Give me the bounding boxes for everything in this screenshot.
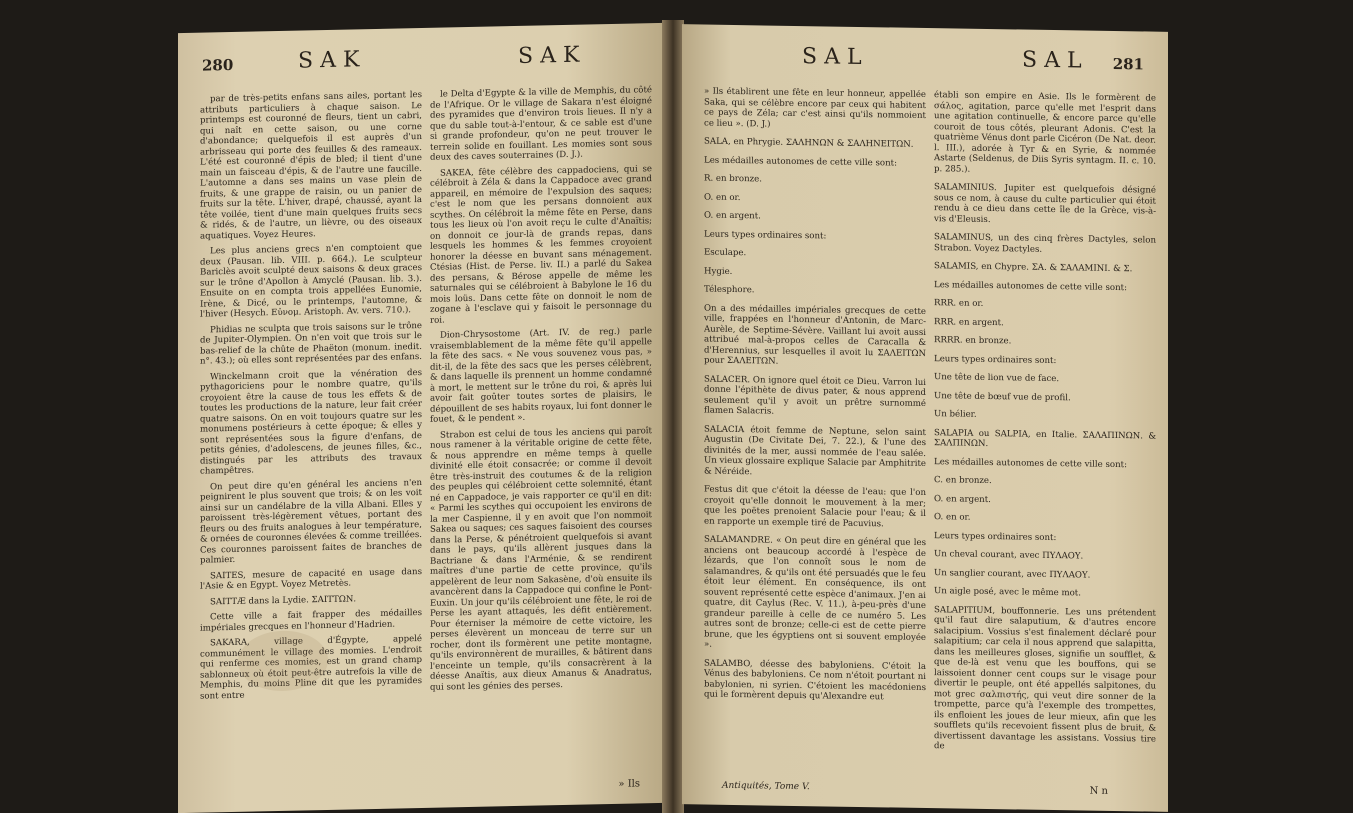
entry-salaminus: SALAMINUS, un des cinq frères Dactyles, selon Strabon. Voyez Dactyles.	[934, 232, 1156, 255]
list-item: R. en bronze.	[704, 173, 762, 185]
list-item: Une tête de lion vue de face.	[934, 372, 1060, 385]
entry-salapia: SALAPIA ou SALPIA, en Italie. ΣΑΛΑΠΙΝΩΝ. & ΣΑΛΠΙΝΩΝ.	[934, 427, 1156, 449]
paragraph: Les plus anciens grecs n'en comptoient que deux (Pausan. lib. VIII. p. 664.). Le sculpteur Bariclès avoit sculpté deux saisons & deux graces sur le trône d'Apollon à Amyclé (Pausan. lib. 3.). Ensuite on en compta trois appellées Eunomie, Irène, & Dicé, ou le printemps, l'automne, & l'hiver (Hesych. Εὐνομ. Aristoph. Av. vers. 710.).	[200, 241, 422, 320]
list-item: Hygie.	[704, 266, 733, 277]
list-item: RRR. en or.	[934, 298, 984, 309]
list-item: O. en or.	[704, 192, 741, 203]
list-item: O. en argent.	[704, 210, 761, 222]
right-column-2	[934, 90, 1156, 793]
list-item: Leurs types ordinaires sont:	[704, 229, 827, 241]
running-head: SAK	[298, 47, 367, 74]
list-item: Les médailles autonomes de cette ville sont:	[934, 456, 1127, 470]
list-item: RRR. en argent.	[934, 316, 1004, 328]
paragraph: Cette ville a fait frapper des médailles impériales grecques en l'honneur d'Hadrien.	[200, 607, 422, 634]
catchword: » Ils	[618, 778, 640, 790]
left-page-header	[178, 41, 664, 85]
list-item: C. en bronze.	[934, 475, 992, 487]
paragraph: le Delta d'Egypte & la ville de Memphis, du côté de l'Afrique. Or le village de Sakara n'est éloigné des pyramides que d'environ trois lieues. Il n'y a que du sable tout-à-l'entour, & ce sable est d'une si grande profondeur, qu'on ne peut trouver le terrein solide en fouillant. Les momies sont sous deux des caves souterraines (D. J.).	[430, 85, 652, 163]
page-number: 280	[202, 55, 234, 75]
list-item: Télesphore.	[704, 284, 755, 296]
running-head: SAL	[802, 44, 869, 71]
paragraph: Phidias ne sculpta que trois saisons sur le trône de Jupiter-Olympien. On n'en voit que trois sur le bas-relief de la chûte de Phaëton (monum. inedit. n°. 43.); où elles sont représentées par des enfans.	[200, 320, 422, 367]
entry-sala: SALA, en Phrygie. ΣΑΛΗΝΩΝ & ΣΑΛΗΝΕΙΤΩΝ.	[704, 136, 914, 150]
book-gutter	[662, 20, 684, 813]
right-column-1	[704, 86, 926, 793]
running-head: SAK	[518, 42, 587, 69]
list-item: Un aigle posé, avec le même mot.	[934, 586, 1081, 599]
paragraph: On peut dire qu'en général les anciens n'en peignirent le plus souvent que trois; & on les voit ainsi sur un candélabre de la villa Albani. Elles y paroissent très-légèrement vêtues, portant des fleurs ou des fruits analogues à leur température, & ornées de couronnes élevées & comme treillées. Ces couronnes paroissent faites de branches de palmier.	[200, 477, 422, 566]
left-column-1	[200, 90, 422, 795]
list-item: Une tête de bœuf vue de profil.	[934, 390, 1071, 403]
list-item: Leurs types ordinaires sont:	[934, 353, 1057, 366]
entry-salacer: SALACER. On ignore quel étoit ce Dieu. Varron lui donne l'épithète de divus pater, & nous apprend seulement qu'il y avoit un prêtre surnommé flamen Salacris.	[704, 374, 926, 417]
entry-salacia: SALACIA étoit femme de Neptune, selon saint Augustin (De Civitate Dei, 7. 22.), & l'une des divinités de la mer, aussi nommée de l'eau salée. Un vieux glossaire explique Salacie par Amphitrite & Néréide.	[704, 424, 926, 477]
entry-sakara: SAKARA, village d'Égypte, appelé communément le village des momies. L'endroit qui renferme ces momies, est un grand champ sablonneux où étoit peut-être autrefois la ville de Memphis, du moins Pline dit que les pyramides sont entre	[200, 633, 422, 702]
left-column-2	[430, 85, 652, 790]
paragraph: » Ils établirent une fête en leur honneur, appellée Saka, qui se célèbre encore par ceux qui habitent ce pays de Zéla; car c'est ainsi qu'ils nommoient ce lieu ». (D. J.)	[704, 86, 926, 130]
list-item: Leurs types ordinaires sont:	[934, 530, 1057, 543]
entry-salambo: SALAMBO, déesse des babyloniens. C'étoit la Vénus des babyloniens. Ce nom n'étoit pourtant ni babylonien, ni syrien. C'étoient les macédoniens qui le formèrent depuis qu'Alexandre eut	[704, 658, 926, 703]
entry-salaminius: SALAMINIUS. Jupiter est quelquefois désigné sous ce nom, à cause du culte particulier qui étoit rendu à ce dieu dans cette île de la Grèce, vis-à-vis d'Eleusis.	[934, 182, 1156, 225]
list-item: RRRR. en bronze.	[934, 335, 1012, 347]
right-page	[682, 24, 1168, 812]
page-number: 281	[1112, 54, 1144, 74]
list-item: Esculape.	[704, 247, 747, 259]
paragraph: par de très-petits enfans sans ailes, portant les attributs particuliers à chaque saison. Le printemps est couronné de fleurs, tient un cabri, qui naît en cette saison, ou une corne d'abondance; quelquefois il est auprès d'un arbrisseau qui porte des feuilles & des rameaux. L'été est couronné d'épis de bled; il tient d'une main un faisceau d'épis, & de l'autre une faucille. L'automne a dans ses mains un vase plein de fruits, & une grappe de raisin, ou un panier de fruits sur la tête. L'hiver, drapé, chaussé, ayant la tête voilée, tient d'une main quelques fruits secs & ridés, & de l'autre, un lièvre, ou des oiseaux aquatiques. Voyez Heures.	[200, 89, 422, 242]
entry-saittae: SAITTÆ dans la Lydie. ΣΑΙΤΤΩΝ.	[210, 593, 357, 607]
paragraph: Dion-Chrysostome (Art. IV. de reg.) parle vraisemblablement de la même fête qu'il appelle la fête des sacs. « Ne vous souvenez vous pas, » dit-il, de la fête des sacs que les perses célèbrent, & dans laquelle ils prennent un homme condamné à mort, le mettent sur le trône du roi, & après lui avoir fait goûter toutes sortes de plaisirs, le dépouillent de ses habits royaux, lui font donner le fouet, & le pendent ».	[430, 326, 652, 425]
paragraph: Winckelmann croit que la vénération des pythagoriciens pour le nombre quatre, qu'ils croyoient être la cause de tous les effets & de toutes les productions de la nature, leur fait créer quatre saisons. On en voit toujours quatre sur les monumens postérieurs à cette époque; & elles y sont représentées sous la figure d'enfans, de petits génies, d'adolescens, de jeunes filles, &c., distingués par les attributs des travaux champêtres.	[200, 367, 422, 477]
entry-salamandre: SALAMANDRE. « On peut dire en général que les anciens ont beaucoup accordé à l'espèce de lézards, que l'on connoît sous le nom de salamandres, & qu'ils ont été persuadés que le feu étoit leur élément. En conséquence, ils ont souvent représenté cette espèce d'animaux. J'en ai quatre, dit Caylus (Rec. V. 11.), à-peu-près d'une grandeur pareille à celle de ce numéro 5. Les autres sont de bronze; celle-ci est de cette pierre brune, que les égyptiens ont si souvent employée ».	[704, 534, 926, 650]
entry-sakea: SAKEA, fête célèbre des cappadociens, qui se célébroit à Zéla & dans la Cappadoce avec grand appareil, en mémoire de l'expulsion des saques; c'est le nom que les persans donnoient aux scythes. On célébroit la même fête en Perse, dans tous les lieux où l'on avoit reçu le culte d'Anaïtis; on donnoit ce jour-là de grands repas, dans lesquels les hommes & les femmes croyoient honorer la déesse en buvant sans ménagement. Ctésias (Hist. de Perse. liv. II.) a parlé du Sakea des persans, & Bérose appelle de même les saturnales qui se célébroient à Babylone le 16 du mois loüs. Dans cette fête on donnoit le nom de zogane à l'esclave qui y faisoit le personnage du roi.	[430, 163, 652, 326]
left-page	[178, 23, 664, 813]
list-item: O. en argent.	[934, 493, 991, 505]
list-item: Les médailles autonomes de cette ville sont:	[704, 155, 897, 169]
right-page-header	[682, 42, 1168, 84]
list-item: Un bélier.	[934, 409, 977, 420]
list-item: Un cheval courant, avec ΠΥΛΑΟΥ.	[934, 549, 1084, 562]
paragraph: Strabon est celui de tous les anciens qui paroît nous ramener à la véritable origine de cette fête, & nous apprendre en même temps à quelle divinité elle étoit consacrée; or comme il devoit être très-instruit des coutumes & de la religion des peuples qui célébroient cette solemnité, étant né en Cappadoce, je vais rapporter ce qu'il en dit: « Parmi les scythes qui occupoient les environs de la mer Caspienne, il y en avoit que l'on nommoit Sakea ou saques; ces saques faisoient des courses dans la Perse, & pénétroient quelquefois si avant dans le pays, qu'ils allèrent jusques dans la Bactriane & dans l'Arménie, & se rendirent maîtres d'une partie de cette province, qu'ils appelèrent de leur nom Sakasène, d'où ensuite ils avancèrent dans la Cappadoce qui confine le Pont-Euxin. Un jour qu'ils célébroient une fête, le roi de Perse les ayant attaqués, les défit entièrement. Pour éterniser la mémoire de cette victoire, les perses élevèrent un monceau de terre sur un rocher, dont ils formèrent une petite montagne, qu'ils environnèrent de murailles, & bâtirent dans l'enceinte un temple, qu'ils consacrèrent à la déesse Anaïtis, aux dieux Amanus & Anadratus, qui sont les génies des perses.	[430, 425, 652, 693]
entry-salamis: SALAMIS, en Chypre. ΣΑ. & ΣΑΛΑΜΙΝΙ. & Σ.	[934, 261, 1133, 275]
signature-mark: N n	[1089, 785, 1108, 797]
list-item: O. en or.	[934, 512, 971, 523]
running-head: SAL	[1022, 47, 1089, 74]
paragraph: On a des médailles impériales grecques de cette ville, frappées en l'honneur d'Antonin, de Marc-Aurèle, de Septime-Sévère. Vaillant lui avoit aussi attribué mal-à-propos celles de Caracalla & d'Herennius, sur lesquelles il avoit lu ΣΑΛΕΙΤΩΝ pour ΣΑΛΕΙΤΩΝ.	[704, 303, 926, 367]
volume-footer: Antiquités, Tome V.	[722, 780, 810, 793]
entry-saites: SAITES, mesure de capacité en usage dans l'Asie & en Egypt. Voyez Metretès.	[200, 566, 422, 592]
list-item: Un sanglier courant, avec ΠΥΛΑΟΥ.	[934, 567, 1091, 581]
paragraph: établi son empire en Asie. Ils le formèrent de σάλος, agitation, parce qu'elle met l'esprit dans une agitation continuelle, & encore parce qu'elle couroit de tous côtés, pleurant Adonis. C'est la quatrième Vénus dont parle Cicéron (De Nat. deor. l. III.), adorée à Tyr & en Syrie, & nommée Astarte (Seldenus, de Diis Syris syntagm. II. c. 10. p. 285.).	[934, 90, 1156, 175]
paragraph: Festus dit que c'étoit la déesse de l'eau: que l'on croyoit qu'elle donnoit le mouvement à la mer; que les poëtes prenoient Salacie pour l'eau; & il en rapporte un exemple tiré de Pacuvius.	[704, 484, 926, 529]
list-item: Les médailles autonomes de cette ville sont:	[934, 279, 1127, 293]
entry-salapitium: SALAPITIUM, bouffonnerie. Les uns prétendent qu'il faut dire salaputium, & d'autres encore salacipium. Vossius s'est finalement déclaré pour salapitium; car cela il nous apprend que salapitta, dans les meilleures gloses, signifie un soufflet, & que de-là est venu que les bouffons, qui se laissoient donner cent coups sur le visage pour divertir le peuple, ont été appellés salpitones, du mot grec σαλπιστής, qui veut dire sonner de la trompette, parce qu'à l'exemple des trompettes, ils enfloient les joues de leur mieux, afin que les soufflets qu'ils recevoient fissent plus de bruit, & divertissent davantage les assistans. Vossius tire de	[934, 604, 1156, 752]
